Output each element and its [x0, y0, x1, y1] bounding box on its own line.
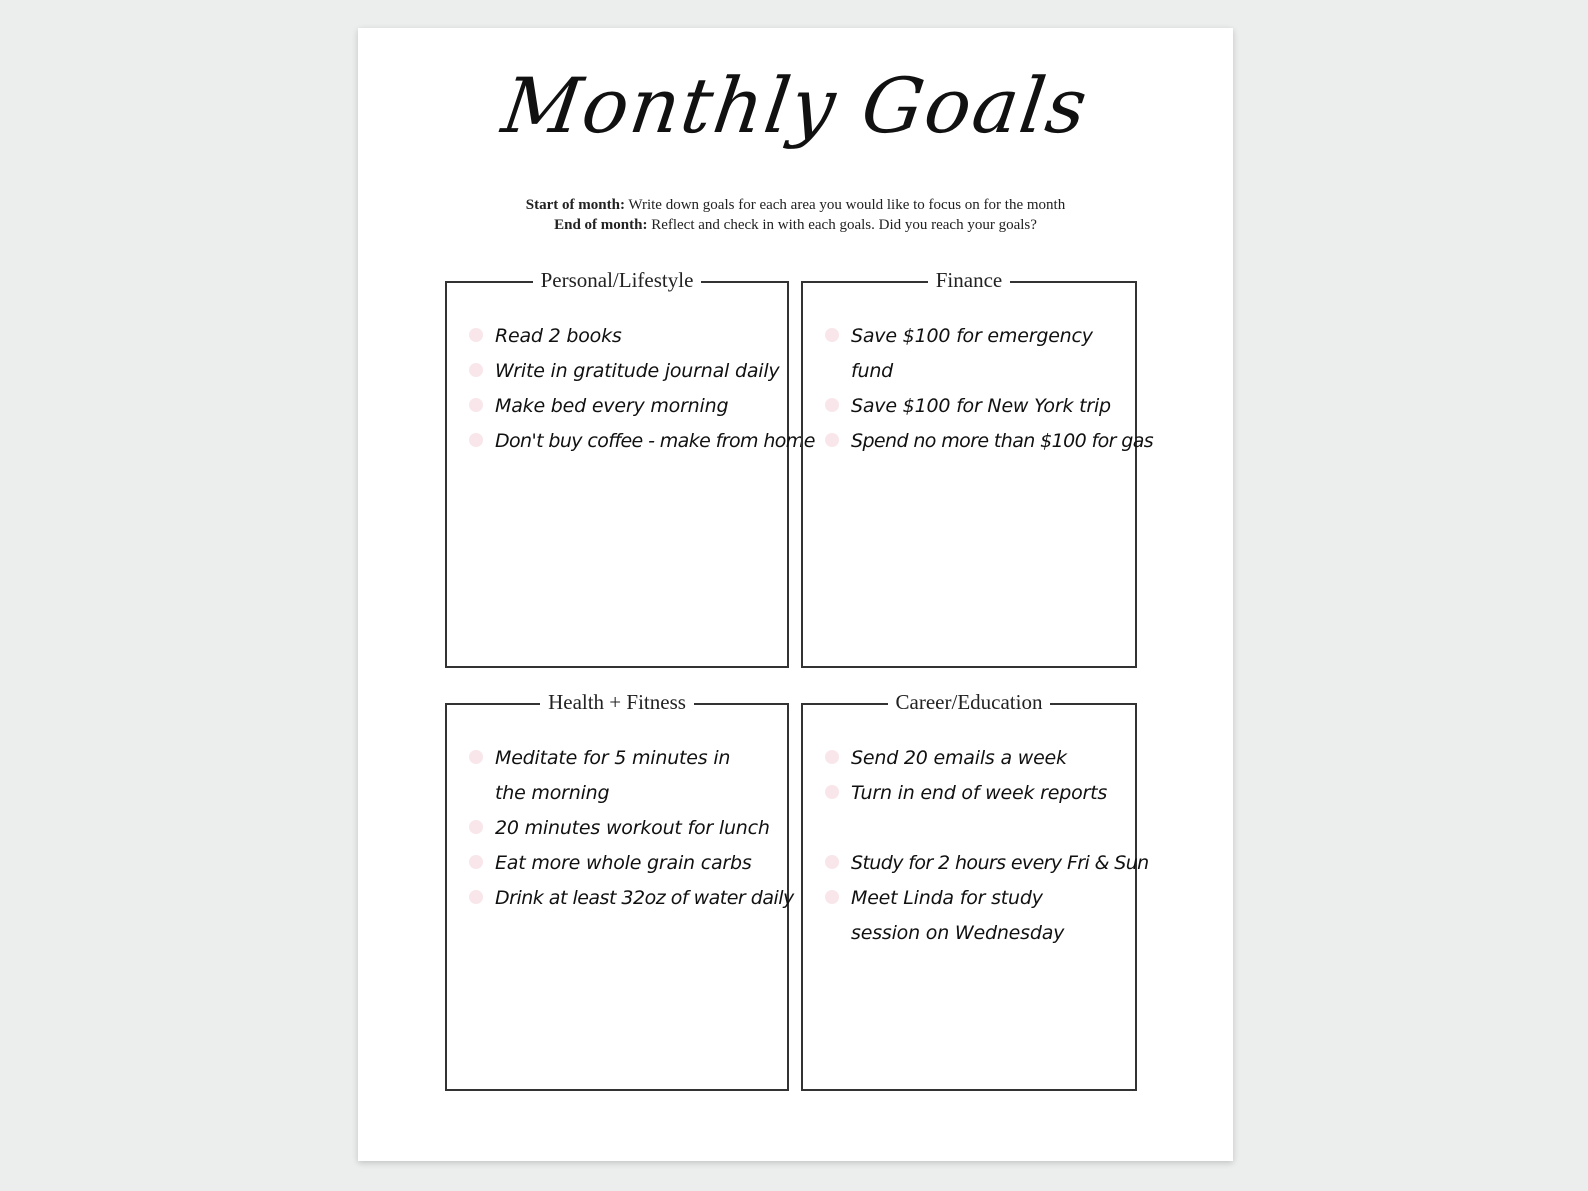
section-career-education [801, 690, 1149, 1091]
bullet-dot-icon [469, 398, 483, 412]
goal-item: 20 minutes workout for lunch [469, 811, 783, 846]
goal-list [825, 741, 1149, 951]
goal-item: Study for 2 hours every Fri & Sun [825, 846, 1131, 881]
bullet-dot-icon [825, 398, 839, 412]
instruction-start-label: Start of month: [525, 197, 625, 213]
instructions [358, 195, 1233, 235]
section-title: Finance [928, 268, 1010, 292]
goal-item: Meet Linda for study session on Wednesday [825, 881, 1131, 951]
goal-item: Drink at least 32oz of water daily [469, 881, 783, 916]
instruction-start [358, 195, 1233, 215]
bullet-dot-icon [825, 433, 839, 447]
instruction-end-label: End of month: [554, 217, 648, 233]
bullet-dot-icon [469, 750, 483, 764]
goal-item: Save $100 for emergency fund [825, 319, 1131, 389]
instruction-end-text: Reflect and check in with each goals. Did you reach your goals? [647, 217, 1037, 233]
section-finance [801, 268, 1154, 668]
goal-item: Send 20 emails a week [825, 741, 1131, 776]
bullet-dot-icon [825, 855, 839, 869]
section-title: Personal/Lifestyle [533, 268, 702, 292]
bullet-dot-icon [469, 328, 483, 342]
goal-item: Eat more whole grain carbs [469, 846, 783, 881]
goal-item: Read 2 books [469, 319, 783, 354]
bullet-dot-icon [469, 363, 483, 377]
bullet-dot-icon [469, 855, 483, 869]
goal-item: Turn in end of week reports [825, 776, 1131, 811]
goal-list [825, 319, 1154, 459]
section-title: Health + Fitness [540, 690, 694, 714]
page-title: Monthly Goals [497, 61, 1095, 150]
goal-item: Save $100 for New York trip [825, 389, 1131, 424]
bullet-dot-icon [469, 820, 483, 834]
bullet-dot-icon [469, 433, 483, 447]
goal-list [469, 741, 794, 916]
bullet-dot-icon [825, 890, 839, 904]
goal-list [469, 319, 815, 459]
instruction-start-text: Write down goals for each area you would like to focus on for the month [624, 197, 1066, 213]
bullet-dot-icon [825, 328, 839, 342]
bullet-dot-icon [469, 890, 483, 904]
goal-item: Write in gratitude journal daily [469, 354, 783, 389]
bullet-dot-icon [825, 785, 839, 799]
goal-item: Make bed every morning [469, 389, 783, 424]
section-personal-lifestyle [445, 268, 815, 668]
instruction-end [358, 215, 1233, 235]
goal-item: Meditate for 5 minutes in the morning [469, 741, 783, 811]
bullet-dot-icon [825, 750, 839, 764]
planner-page [358, 28, 1233, 1161]
section-title: Career/Education [888, 690, 1051, 714]
goal-item: Spend no more than $100 for gas [825, 424, 1131, 459]
goal-item: Don't buy coffee - make from home [469, 424, 783, 459]
section-health-fitness [445, 690, 794, 1091]
